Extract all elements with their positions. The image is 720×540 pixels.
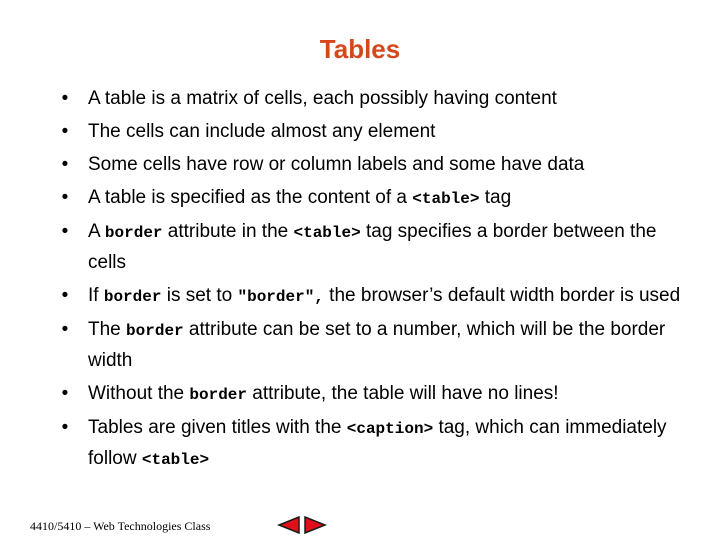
bullet-text: attribute, the table will have no lines!: [247, 383, 559, 404]
bullet-text: A table is a matrix of cells, each possibly having content: [88, 88, 557, 109]
bullet-dot-icon: •: [61, 187, 69, 208]
bullet-dot-icon: •: [61, 88, 69, 109]
bullet-text: tag specifies a border between the cells: [88, 221, 657, 273]
bullet-text: Tables are given titles with the: [88, 417, 347, 438]
slide-footer: 4410/5410 – Web Technologies Class: [30, 519, 211, 533]
bullet-item: [58, 84, 688, 114]
code-snippet: border: [126, 322, 184, 340]
bullet-dot-icon: •: [61, 383, 69, 404]
triangle-right-icon: [304, 515, 328, 535]
triangle-left-icon: [276, 515, 300, 535]
bullet-text: A table is specified as the content of a: [88, 187, 413, 208]
bullet-dot-icon: •: [61, 121, 69, 142]
bullet-item: [58, 379, 688, 410]
bullet-text: attribute in the: [162, 221, 294, 242]
bullet-text: tag: [479, 187, 512, 208]
bullet-dot-icon: •: [61, 417, 69, 438]
code-snippet: <table>: [412, 190, 480, 208]
code-snippet: <table>: [293, 224, 361, 242]
code-snippet: <table>: [141, 451, 210, 469]
bullet-dot-icon: •: [61, 319, 69, 340]
bullet-text: The: [88, 319, 127, 340]
bullet-item: [58, 281, 688, 312]
bullet-item: [58, 117, 688, 147]
previous-slide-button[interactable]: [276, 515, 300, 535]
bullet-dot-icon: •: [61, 285, 69, 306]
code-snippet: border: [104, 224, 163, 242]
code-snippet: border: [103, 288, 162, 306]
bullet-item: [58, 413, 688, 475]
bullet-dot-icon: •: [61, 221, 69, 242]
bullet-text: If: [88, 285, 104, 306]
code-snippet: <caption>: [346, 420, 434, 438]
bullet-list: [58, 84, 688, 478]
slide-title: Tables: [319, 34, 401, 64]
bullet-dot-icon: •: [61, 154, 69, 175]
bullet-text: The cells can include almost any element: [88, 121, 436, 142]
code-snippet: "border",: [237, 288, 324, 306]
bullet-item: [58, 150, 688, 180]
bullet-text: attribute can be set to a number, which will be the border width: [88, 319, 666, 371]
bullet-text: Some cells have row or column labels and some have data: [88, 154, 585, 175]
bullet-item: [58, 183, 688, 214]
code-snippet: border: [189, 386, 247, 404]
bullet-text: Without the: [88, 383, 190, 404]
bullet-item: [58, 315, 688, 376]
bullet-text: the browser’s default width border is used: [323, 285, 681, 306]
bullet-text: tag, which can immediately follow: [88, 417, 667, 469]
next-slide-button[interactable]: [304, 515, 328, 535]
bullet-item: [58, 217, 688, 278]
bullet-text: is set to: [161, 285, 238, 306]
bullet-text: A: [88, 221, 105, 242]
